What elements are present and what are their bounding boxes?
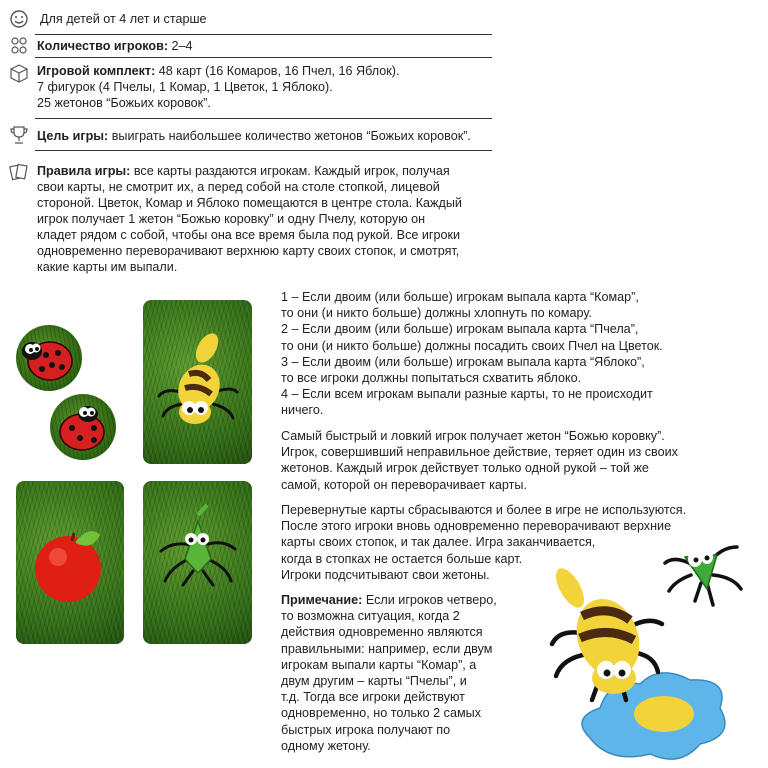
players-line bbox=[37, 38, 193, 54]
discard-line: когда в стопках не остается больше карт. bbox=[281, 551, 523, 566]
rules-line: какие карты им выпали. bbox=[37, 260, 178, 274]
fast-line: Игрок, совершивший неправильное действие, теряет один из своих bbox=[281, 445, 678, 460]
rules-line: все карты раздаются игрокам. Каждый игрок, получая bbox=[130, 164, 450, 178]
bee-icon bbox=[143, 300, 252, 464]
divider bbox=[35, 34, 492, 35]
kit-label: Игровой комплект: bbox=[37, 64, 156, 78]
case-line: 2 – Если двоим (или больше) игрокам выпала карта “Пчела”, bbox=[281, 322, 639, 337]
fast-paragraph bbox=[281, 428, 751, 493]
discard-line: Перевернутые карты сбрасываются и более в игре не используются. bbox=[281, 503, 687, 517]
cases-paragraph bbox=[281, 289, 751, 419]
age-text: Для детей от 4 лет и старше bbox=[40, 12, 207, 26]
divider bbox=[35, 57, 492, 58]
rules-label: Правила игры: bbox=[37, 164, 131, 178]
discard-line: После этого игроки вновь одновременно переворачивают верхние bbox=[281, 519, 672, 534]
case-line: 3 – Если двоим (или больше) игрокам выпала карта “Яблоко”, bbox=[281, 354, 645, 369]
kit-value: 48 карт (16 Комаров, 16 Пчел, 16 Яблок). bbox=[155, 64, 400, 78]
mosquito-icon bbox=[143, 481, 252, 644]
note-line: быстрых игрока получают по bbox=[281, 722, 451, 737]
goal-line bbox=[37, 128, 471, 144]
case-line: ничего. bbox=[281, 403, 324, 418]
case-line: то они (и никто больше) должны посадить своих Пчел на Цветок. bbox=[281, 338, 663, 353]
ladybug-icon bbox=[16, 325, 82, 391]
ladybug-icon bbox=[50, 394, 116, 460]
players-label: Количество игроков: bbox=[37, 39, 169, 53]
players-value: 2–4 bbox=[168, 39, 193, 53]
smiley-icon bbox=[8, 8, 30, 30]
bee-card bbox=[143, 300, 252, 464]
bee-on-flower-icon bbox=[530, 568, 750, 768]
fast-line: самой, которой он переворачивает карты. bbox=[281, 477, 527, 492]
cards-icon bbox=[8, 161, 30, 183]
trophy-icon bbox=[8, 124, 30, 146]
goal-value: выиграть наибольшее количество жетонов “Божьих коровок”. bbox=[108, 129, 471, 143]
note-paragraph bbox=[281, 592, 521, 754]
note-line: двум другим – карты “Пчелы”, и bbox=[281, 674, 467, 689]
note-line: то возможна ситуация, когда 2 bbox=[281, 609, 460, 624]
note-line: т.д. Тогда все игроки действуют bbox=[281, 690, 465, 705]
divider bbox=[35, 150, 492, 151]
note-line: одному жетону. bbox=[281, 738, 371, 753]
rules-line: стороной. Цветок, Комар и Яблоко помещаются в центре стола. Каждый bbox=[37, 196, 462, 210]
mosquito-card bbox=[143, 481, 252, 644]
rules-line: кладет рядом с собой, чтобы она все время была под рукой. Все игроки bbox=[37, 228, 461, 242]
case-line: 4 – Если всем игрокам выпали разные карты, то не происходит bbox=[281, 387, 653, 402]
kit-line bbox=[37, 63, 400, 79]
apple-card bbox=[16, 481, 124, 644]
apple-icon bbox=[16, 481, 124, 644]
fast-line: Самый быстрый и ловкий игрок получает жетон “Божью коровку”. bbox=[281, 429, 665, 443]
divider bbox=[35, 118, 492, 119]
note-line: действия одновременно являются bbox=[281, 625, 483, 640]
players-icon bbox=[8, 35, 30, 57]
discard-line: карты своих стопок, и так далее. Игра заканчивается, bbox=[281, 535, 596, 550]
case-line: 1 – Если двоим (или больше) игрокам выпала карта “Комар”, bbox=[281, 290, 639, 304]
rules-line: свои карты, не смотрит их, а перед собой на столе стопкой, лицевой bbox=[37, 180, 440, 194]
case-line: то все игроки должны попытаться схватить яблоко. bbox=[281, 371, 582, 386]
goal-label: Цель игры: bbox=[37, 129, 109, 143]
note-line: одновременно, но только 2 самых bbox=[281, 706, 481, 721]
rules-line: игрок получает 1 жетон “Божью коровку” и одну Пчелу, которую он bbox=[37, 212, 426, 226]
note-line: игрокам выпали карты “Комар”, а bbox=[281, 657, 477, 672]
ladybug-token bbox=[16, 325, 82, 391]
note-line: Если игроков четверо, bbox=[362, 593, 497, 607]
note-line: правильными: например, если двум bbox=[281, 641, 493, 656]
kit-line-3: 25 жетонов “Божьих коровок”. bbox=[37, 96, 211, 110]
case-line: то они (и никто больше) должны хлопнуть по комару. bbox=[281, 306, 592, 321]
ladybug-token bbox=[50, 394, 116, 460]
rules-line: одновременно переворачивают верхнюю карту своих стопок, и смотрят, bbox=[37, 244, 460, 258]
note-label: Примечание: bbox=[281, 593, 363, 607]
rules-block bbox=[37, 163, 497, 275]
box-icon bbox=[8, 62, 30, 84]
fast-line: жетонов. Каждый игрок действует только одной рукой – той же bbox=[281, 461, 649, 476]
discard-line: Игроки подсчитывают свои жетоны. bbox=[281, 567, 490, 582]
kit-line-2: 7 фигурок (4 Пчелы, 1 Комар, 1 Цветок, 1 Яблоко). bbox=[37, 80, 333, 94]
